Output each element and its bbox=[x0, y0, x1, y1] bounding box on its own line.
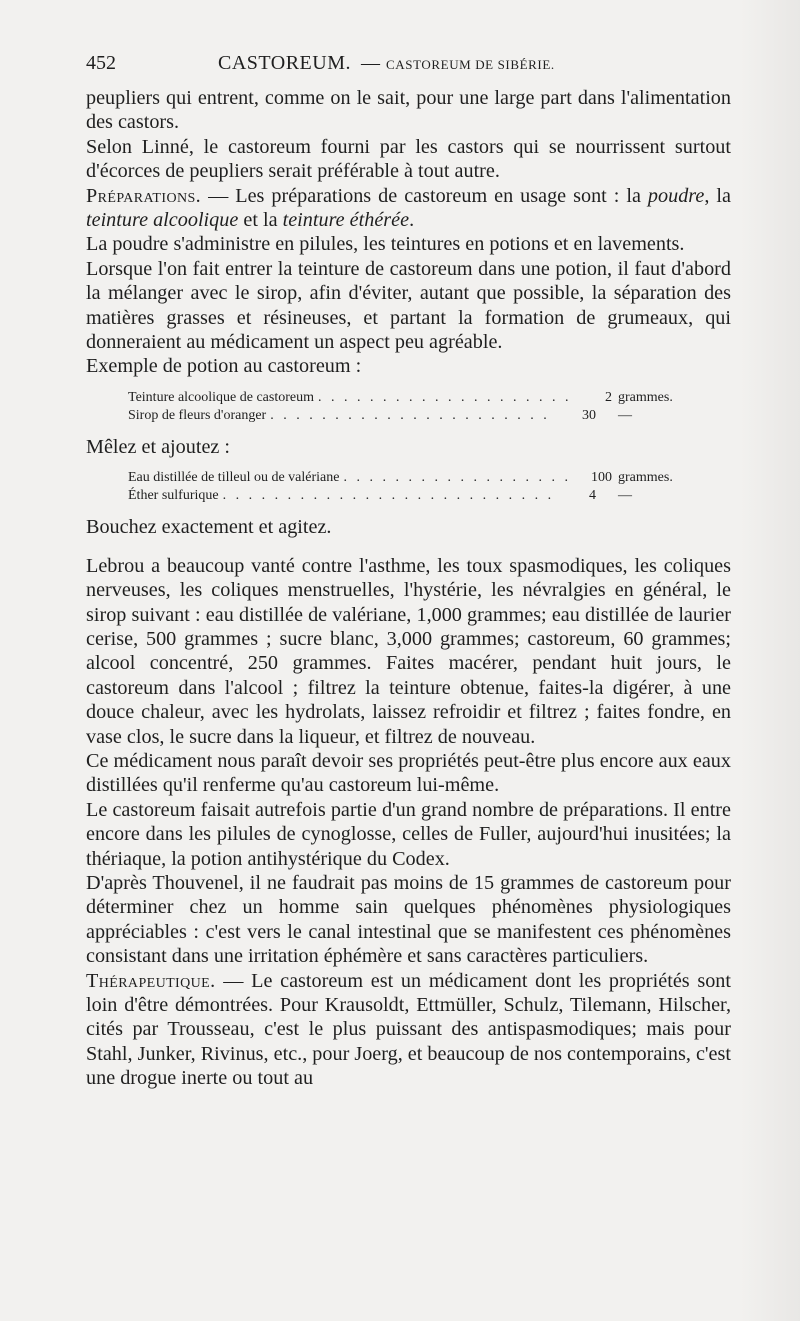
ingredient-name: Teinture alcoolique de castoreum bbox=[128, 389, 314, 405]
paragraph-5: Lorsque l'on fait entrer la teinture de castoreum dans une potion, il faut d'abord la mélanger avec le sirop, afin d'éviter, autant que possible, la séparation des matières grasses et résineuses, et partant la formation de grumeaux, qui donneraient au médicament un aspect peu agréable. bbox=[86, 257, 731, 354]
ingredient-qty: 4 bbox=[589, 488, 596, 504]
preparations-text-b: , la bbox=[704, 184, 731, 207]
preparations-text-d: . bbox=[409, 209, 415, 232]
preparations-italic-2: teinture alcoolique bbox=[86, 209, 239, 232]
recipe-table-2 bbox=[128, 469, 708, 505]
header-dash: — bbox=[361, 53, 380, 74]
ingredient-unit: — bbox=[618, 488, 632, 504]
paragraph-11: Le castoreum faisait autrefois partie d'un grand nombre de préparations. Il entre encore dans les pilules de cynoglosse, celles de Fuller, aujourd'hui inusitées; la thériaque, la potion antihystérique du Codex. bbox=[86, 798, 731, 870]
recipe-row bbox=[128, 407, 708, 425]
preparations-italic-3: teinture éthérée bbox=[282, 209, 410, 232]
running-header bbox=[86, 52, 731, 86]
leader-dots bbox=[318, 389, 568, 407]
paragraph-6: Exemple de potion au castoreum : bbox=[86, 355, 362, 378]
ingredient-qty: 2 bbox=[605, 389, 612, 405]
preparations-italic-1: poudre bbox=[647, 184, 705, 207]
recipe-row bbox=[128, 469, 708, 487]
paragraph-therapeutique bbox=[86, 969, 731, 1091]
book-page bbox=[86, 52, 731, 1091]
paragraph-2: Selon Linné, le castoreum fourni par les castors qui se nourrissent surtout d'écorces de peupliers serait préférable à tout autre. bbox=[86, 135, 731, 183]
leader-dots bbox=[223, 487, 552, 505]
ingredient-unit: grammes. bbox=[618, 389, 673, 405]
page-number: 452 bbox=[86, 52, 116, 74]
ingredient-unit: — bbox=[618, 407, 632, 423]
preparations-text-c: et la bbox=[238, 209, 283, 232]
paragraph-9: Lebrou a beaucoup vanté contre l'asthme, les toux spasmodiques, les coliques nerveuses, les coliques menstruelles, l'hystérie, les névralgies en général, le sirop suivant : eau distillée de valériane, 1,000 grammes; eau distillée de laurier cerise, 500 grammes ; sucre blanc, 3,000 grammes; castoreum, 60 grammes; alcool concentré, 250 grammes. Faites macérer, pendant huit jours, le castoreum dans l'alcool ; filtrez la teinture obtenue, faites-la digérer, à une douce chaleur, avec les hydrolats, laissez refroidir et filtrez ; faites fondre, en vase clos, le sucre dans la liqueur, et filtrez de nouveau. bbox=[86, 554, 731, 748]
leader-dots bbox=[270, 407, 552, 425]
recipe-row bbox=[128, 389, 708, 407]
paragraph-4: La poudre s'administre en pilules, les teintures en potions et en lavements. bbox=[86, 233, 685, 256]
preparations-text-a: — Les préparations de castoreum en usage sont : la bbox=[201, 184, 648, 207]
header-title: CASTOREUM. bbox=[218, 52, 351, 74]
ingredient-unit: grammes. bbox=[618, 470, 673, 486]
section-heading-therapeutique: Thérapeutique. bbox=[86, 969, 216, 992]
paragraph-8: Bouchez exactement et agitez. bbox=[86, 516, 332, 539]
paragraph-1: peupliers qui entrent, comme on le sait, pour une large part dans l'alimentation des castors. bbox=[86, 87, 731, 134]
ingredient-name: Sirop de fleurs d'oranger bbox=[128, 407, 267, 423]
therapeutique-text: — Le castoreum est un médicament dont les propriétés sont loin d'être démontrées. Pour Krausoldt, Ettmüller, Schulz, Tilemann, Hilscher, cités par Trousseau, c'est le plus puissant des antispasmodiques; mais pour Stahl, Junker, Rivinus, etc., pour Joerg, et beaucoup de nos contemporains, c'est une drogue inerte ou tout au bbox=[86, 969, 731, 1090]
paragraph-7: Mêlez et ajoutez : bbox=[86, 435, 231, 458]
ingredient-name: Eau distillée de tilleul ou de valériane bbox=[128, 470, 340, 486]
paragraph-10: Ce médicament nous paraît devoir ses propriétés peut-être plus encore aux eaux distillées qu'il renferme qu'au castoreum lui-même. bbox=[86, 749, 731, 797]
recipe-table-1 bbox=[128, 389, 708, 425]
leader-dots bbox=[343, 469, 568, 487]
section-heading-preparations: Préparations. bbox=[86, 184, 202, 207]
paragraph-preparations bbox=[86, 184, 731, 233]
paragraph-12: D'après Thouvenel, il ne faudrait pas moins de 15 grammes de castoreum pour déterminer chez un homme sain quelques phénomènes physiologiques appréciables : c'est vers le canal intestinal que se manifestent ces phénomènes consistant dans une irritation éphémère et sans caractères particuliers. bbox=[86, 871, 731, 968]
ingredient-qty: 30 bbox=[582, 407, 596, 423]
ingredient-qty: 100 bbox=[591, 470, 612, 486]
recipe-row bbox=[128, 487, 708, 505]
ingredient-name: Éther sulfurique bbox=[128, 488, 219, 504]
header-subtitle: CASTOREUM DE SIBÉRIE. bbox=[386, 57, 555, 72]
page-edge-shade bbox=[740, 0, 800, 1321]
